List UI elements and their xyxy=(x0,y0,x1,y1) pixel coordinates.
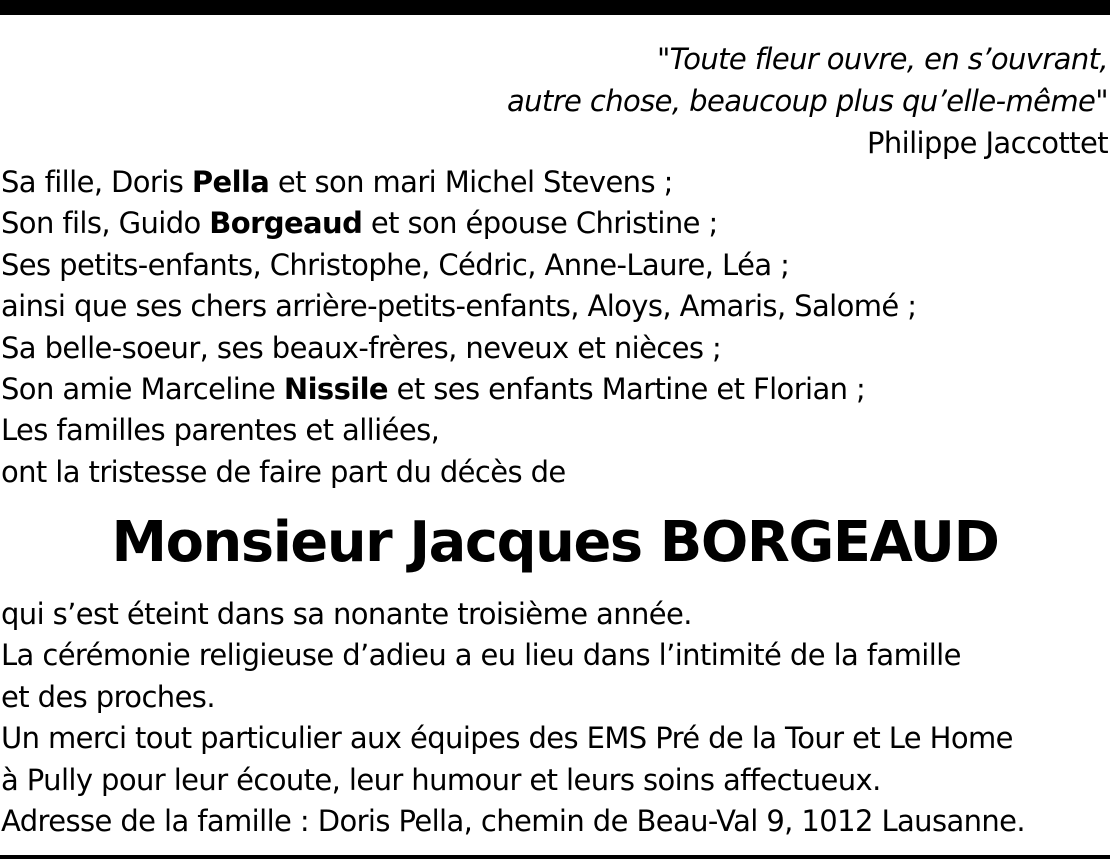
surname: Nissile xyxy=(283,372,388,407)
quote-author: Philippe Jaccottet xyxy=(866,126,1108,160)
announcement-intro: ont la tristesse de faire part du décès de xyxy=(1,454,566,489)
family-line-friend xyxy=(1,369,916,410)
epigraph-quote xyxy=(507,38,1108,164)
surname: Pella xyxy=(191,165,270,199)
top-border-rule xyxy=(0,0,1110,15)
text-segment: et ses enfants Martine et Florian ; xyxy=(388,372,866,407)
family-line-son xyxy=(1,203,916,244)
details-line: qui s’est éteint dans sa nonante troisième année. xyxy=(1,597,692,631)
family-line-in-laws: Sa belle-soeur, ses beaux-frères, neveux et nièces ; xyxy=(1,330,722,365)
family-line-relatives: Les familles parentes et alliées, xyxy=(1,413,440,448)
text-segment: Sa fille, Doris xyxy=(1,165,192,199)
text-segment: et son épouse Christine ; xyxy=(362,206,718,241)
details-line: La cérémonie religieuse d’adieu a eu lieu dans l’intimité de la famille xyxy=(1,638,961,673)
deceased-name: Monsieur Jacques BORGEAUD xyxy=(111,510,999,575)
details-line: à Pully pour leur écoute, leur humour et leurs soins affectueux. xyxy=(1,762,881,797)
quote-line: autre chose, beaucoup plus qu’elle-même" xyxy=(506,84,1108,118)
text-segment: Son amie Marceline xyxy=(1,372,284,407)
ceremony-details xyxy=(1,594,1025,842)
family-announcement xyxy=(1,162,916,493)
quote-line: "Toute fleur ouvre, en s’ouvrant, xyxy=(656,42,1108,76)
text-segment: Son fils, Guido xyxy=(1,206,210,241)
bottom-border-rule xyxy=(0,855,1110,859)
text-segment: et son mari Michel Stevens ; xyxy=(269,165,673,199)
surname: Borgeaud xyxy=(209,206,363,241)
details-line: et des proches. xyxy=(1,679,215,714)
family-line-daughter xyxy=(1,162,916,203)
family-line-great-grandchildren: ainsi que ses chers arrière-petits-enfants, Aloys, Amaris, Salomé ; xyxy=(1,289,917,324)
details-line: Un merci tout particulier aux équipes des EMS Pré de la Tour et Le Home xyxy=(1,721,1013,756)
family-line-grandchildren: Ses petits-enfants, Christophe, Cédric, Anne-Laure, Léa ; xyxy=(1,247,790,282)
family-address-line: Adresse de la famille : Doris Pella, chemin de Beau-Val 9, 1012 Lausanne. xyxy=(1,804,1026,839)
